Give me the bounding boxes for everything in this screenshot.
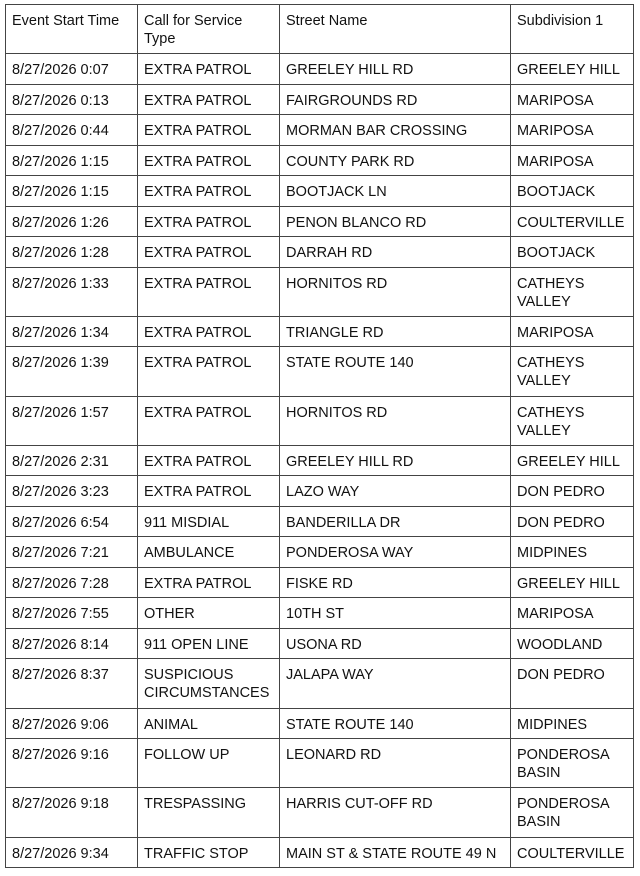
cell-event-time: 8/27/2026 3:23 [6, 476, 138, 507]
table-row [6, 506, 634, 537]
cell-subdivision: PONDEROSA BASIN [511, 739, 634, 788]
cell-subdivision: MARIPOSA [511, 84, 634, 115]
cell-subdivision: BOOTJACK [511, 176, 634, 207]
cell-street-name: JALAPA WAY [280, 659, 511, 708]
cell-event-time: 8/27/2026 2:31 [6, 445, 138, 476]
cell-event-time: 8/27/2026 8:37 [6, 659, 138, 708]
cell-subdivision: GREELEY HILL [511, 445, 634, 476]
cell-subdivision: MARIPOSA [511, 598, 634, 629]
cell-street-name: MAIN ST & STATE ROUTE 49 N [280, 837, 511, 868]
table-row [6, 176, 634, 207]
cell-subdivision: BOOTJACK [511, 237, 634, 268]
cell-street-name: FAIRGROUNDS RD [280, 84, 511, 115]
cell-subdivision: CATHEYS VALLEY [511, 396, 634, 445]
cell-subdivision: DON PEDRO [511, 476, 634, 507]
cell-subdivision: MARIPOSA [511, 145, 634, 176]
table-row [6, 84, 634, 115]
cell-street-name: 10TH ST [280, 598, 511, 629]
table-body [6, 54, 634, 868]
table-row [6, 476, 634, 507]
cell-event-time: 8/27/2026 1:34 [6, 316, 138, 347]
cell-event-time: 8/27/2026 8:14 [6, 628, 138, 659]
cell-event-time: 8/27/2026 7:21 [6, 537, 138, 568]
cell-street-name: PONDEROSA WAY [280, 537, 511, 568]
header-event-start-time: Event Start Time [6, 5, 138, 54]
table-row [6, 237, 634, 268]
table-row [6, 598, 634, 629]
cell-event-time: 8/27/2026 1:39 [6, 347, 138, 396]
cell-call-type: EXTRA PATROL [138, 237, 280, 268]
table-row [6, 628, 634, 659]
cell-street-name: LAZO WAY [280, 476, 511, 507]
cell-subdivision: COULTERVILLE [511, 206, 634, 237]
table-row [6, 837, 634, 868]
cell-call-type: EXTRA PATROL [138, 347, 280, 396]
cell-call-type: EXTRA PATROL [138, 84, 280, 115]
table-row [6, 267, 634, 316]
cell-street-name: GREELEY HILL RD [280, 54, 511, 85]
table-row [6, 537, 634, 568]
cell-street-name: HARRIS CUT-OFF RD [280, 788, 511, 837]
cell-subdivision: DON PEDRO [511, 506, 634, 537]
cell-call-type: EXTRA PATROL [138, 176, 280, 207]
cell-call-type: OTHER [138, 598, 280, 629]
cell-event-time: 8/27/2026 1:57 [6, 396, 138, 445]
cell-subdivision: CATHEYS VALLEY [511, 267, 634, 316]
cell-call-type: EXTRA PATROL [138, 267, 280, 316]
cell-subdivision: MIDPINES [511, 537, 634, 568]
header-street-name: Street Name [280, 5, 511, 54]
cell-street-name: HORNITOS RD [280, 396, 511, 445]
table-row [6, 445, 634, 476]
cell-subdivision: MIDPINES [511, 708, 634, 739]
cell-street-name: PENON BLANCO RD [280, 206, 511, 237]
cell-call-type: ANIMAL [138, 708, 280, 739]
cell-subdivision: PONDEROSA BASIN [511, 788, 634, 837]
cell-street-name: BANDERILLA DR [280, 506, 511, 537]
table-row [6, 659, 634, 708]
cell-street-name: STATE ROUTE 140 [280, 347, 511, 396]
cell-call-type: 911 OPEN LINE [138, 628, 280, 659]
cell-subdivision: DON PEDRO [511, 659, 634, 708]
table-row [6, 788, 634, 837]
table-row [6, 347, 634, 396]
cell-call-type: 911 MISDIAL [138, 506, 280, 537]
cell-street-name: GREELEY HILL RD [280, 445, 511, 476]
table-row [6, 708, 634, 739]
cell-call-type: EXTRA PATROL [138, 145, 280, 176]
table-row [6, 145, 634, 176]
table-row [6, 739, 634, 788]
cell-call-type: AMBULANCE [138, 537, 280, 568]
table-row [6, 396, 634, 445]
cell-call-type: SUSPICIOUS CIRCUMSTANCES [138, 659, 280, 708]
cell-event-time: 8/27/2026 0:44 [6, 115, 138, 146]
cell-call-type: EXTRA PATROL [138, 396, 280, 445]
header-subdivision: Subdivision 1 [511, 5, 634, 54]
cell-call-type: TRAFFIC STOP [138, 837, 280, 868]
cell-call-type: FOLLOW UP [138, 739, 280, 788]
cell-event-time: 8/27/2026 0:13 [6, 84, 138, 115]
cell-call-type: EXTRA PATROL [138, 567, 280, 598]
cell-subdivision: COULTERVILLE [511, 837, 634, 868]
header-row [6, 5, 634, 54]
cell-subdivision: MARIPOSA [511, 115, 634, 146]
cell-subdivision: MARIPOSA [511, 316, 634, 347]
table-row [6, 206, 634, 237]
cell-event-time: 8/27/2026 9:16 [6, 739, 138, 788]
cell-call-type: EXTRA PATROL [138, 54, 280, 85]
header-call-type: Call for Service Type [138, 5, 280, 54]
cell-event-time: 8/27/2026 9:34 [6, 837, 138, 868]
cell-event-time: 8/27/2026 1:26 [6, 206, 138, 237]
cell-street-name: MORMAN BAR CROSSING [280, 115, 511, 146]
cell-street-name: FISKE RD [280, 567, 511, 598]
table-row [6, 567, 634, 598]
cell-subdivision: GREELEY HILL [511, 54, 634, 85]
cell-street-name: LEONARD RD [280, 739, 511, 788]
cell-event-time: 8/27/2026 7:55 [6, 598, 138, 629]
cell-call-type: EXTRA PATROL [138, 115, 280, 146]
cell-street-name: COUNTY PARK RD [280, 145, 511, 176]
cell-event-time: 8/27/2026 9:06 [6, 708, 138, 739]
cell-call-type: EXTRA PATROL [138, 445, 280, 476]
cell-event-time: 8/27/2026 1:15 [6, 176, 138, 207]
cell-call-type: EXTRA PATROL [138, 316, 280, 347]
table-header [6, 5, 634, 54]
cell-event-time: 8/27/2026 9:18 [6, 788, 138, 837]
cell-street-name: BOOTJACK LN [280, 176, 511, 207]
cell-event-time: 8/27/2026 1:15 [6, 145, 138, 176]
cell-event-time: 8/27/2026 6:54 [6, 506, 138, 537]
cell-street-name: TRIANGLE RD [280, 316, 511, 347]
cell-call-type: TRESPASSING [138, 788, 280, 837]
cell-street-name: USONA RD [280, 628, 511, 659]
cell-subdivision: WOODLAND [511, 628, 634, 659]
cell-event-time: 8/27/2026 1:28 [6, 237, 138, 268]
cell-call-type: EXTRA PATROL [138, 206, 280, 237]
cell-event-time: 8/27/2026 1:33 [6, 267, 138, 316]
cell-call-type: EXTRA PATROL [138, 476, 280, 507]
cell-street-name: DARRAH RD [280, 237, 511, 268]
cell-event-time: 8/27/2026 7:28 [6, 567, 138, 598]
call-log-table [5, 4, 634, 868]
cell-event-time: 8/27/2026 0:07 [6, 54, 138, 85]
cell-street-name: HORNITOS RD [280, 267, 511, 316]
cell-subdivision: GREELEY HILL [511, 567, 634, 598]
cell-street-name: STATE ROUTE 140 [280, 708, 511, 739]
cell-subdivision: CATHEYS VALLEY [511, 347, 634, 396]
table-row [6, 115, 634, 146]
table-row [6, 316, 634, 347]
table-row [6, 54, 634, 85]
